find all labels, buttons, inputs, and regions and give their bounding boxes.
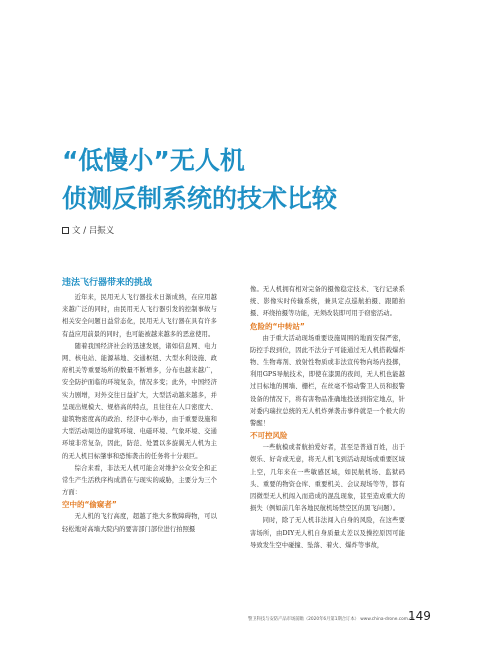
paragraph: 随着我国经济社会的迅速发展，诸如信息网、电力网、核电站、能源基地、交通枢纽、大型水利设施、政府机关等重要场所的数量不断增多，分布也越来越广，安全防护面临的环境复杂，情况多变；此外，中国经济实力剧增，对外交往日益扩大，大型活动越来越多，并呈现出规模大、规格高的特点，且往往在人口密度大、建筑物密度高的政治、经济中心举办，由于重要设施和大型活动周边的建筑环境、电磁环境、气象环境、交通环境非常复杂，因此，防范、处置以多旋翼无人机为主的无人机目标肇事和恐怖袭击的任务将十分艰巨。 [62,342,217,460]
paragraph: 综合来看，非法无人机可能会对维护公众安全和正常生产生活秩序构成潜在与现实的威胁，主要分为三个方面： [62,464,217,497]
page-footer [0,606,480,626]
paragraph: 近年来，民用无人飞行器技术日渐成熟，在应用越来越广泛的同时，由民用无人飞行器引发的控制事故与相关安全问题日益常态化，民用无人飞行器在具有许多有益应用前景的同时，也可能被越来越多的恶意使用。 [62,294,217,338]
subheading-uncontrollable-risk: 不可控风险 [250,431,288,441]
subheading-transfer-station: 危险的“中转站” [250,321,305,331]
paragraph: 一些航模或者航拍爱好者，甚至是普通百姓，出于娱乐、好奇或无意，将无人机飞到活动现场或重要区域上空，几年来在一些敏感区域，如民航机场、监狱码头、重要的物资仓库、重要机关、会议现场等等，都有因微型无人机闯入而造成的混乱现象，甚至造成重大的损失（例如前几年各地民航机场禁空区的黑飞问题）。 [250,444,405,513]
page-number: 149 [408,609,431,623]
left-column [62,277,217,536]
byline-square-icon [62,227,69,234]
title-line-2: 侦测反制系统的技术比较 [62,184,338,213]
right-column [250,284,405,552]
section-heading-challenges: 违法飞行器带来的挑战 [62,278,153,288]
paragraph: 无人机的飞行高度，超越了绝大多数障碍物，可以轻松地对高墙大院内的要害部门部位进行拍照摄 [62,513,217,533]
article-title [62,142,442,218]
footer-text: 警卫科技与安防产品市场前瞻（2020年6月第1期合订本） www.china-drone.com.cn [248,617,415,622]
paragraph: 由于重大活动现场重要设施周围的地面安保严密，防控手段到位，因此不法分子可能通过无人机搭载爆炸物、生物毒剂、放射性物质或非法宣传物向场内投掷，利用GPS导航技术，即使在漆黑的夜间，无人机也能越过目标地的围墙、栅栏，在丝毫不惊动警卫人员和报警设备的情况下，将有害物品准确地投送到指定地点，针对委内瑞拉总统的无人机炸弹袭击事件就是一个极大的警醒！ [250,334,405,428]
subheading-peeper: 空中的“偷窥者” [62,500,117,510]
paragraph-continued: 像。无人机拥有相对完备的摄像稳定技术、飞行记录系统、影像实时传输系统，兼具定点巡航拍摄、跟随拍摄、环绕拍摄等功能，无须改装即可用于窃密活动。 [250,286,405,318]
author: 文 / 吕振义 [72,226,115,236]
title-line-1: “低慢小”无人机 [62,146,245,175]
paragraph: 同时，除了无人机非法闯入自身的风险，在这些要害场所，由DIY无人机自身质量太差以及操控原因可能导致发生空中碰撞、坠落、着火、爆炸等事故， [250,517,405,549]
byline [62,224,114,236]
